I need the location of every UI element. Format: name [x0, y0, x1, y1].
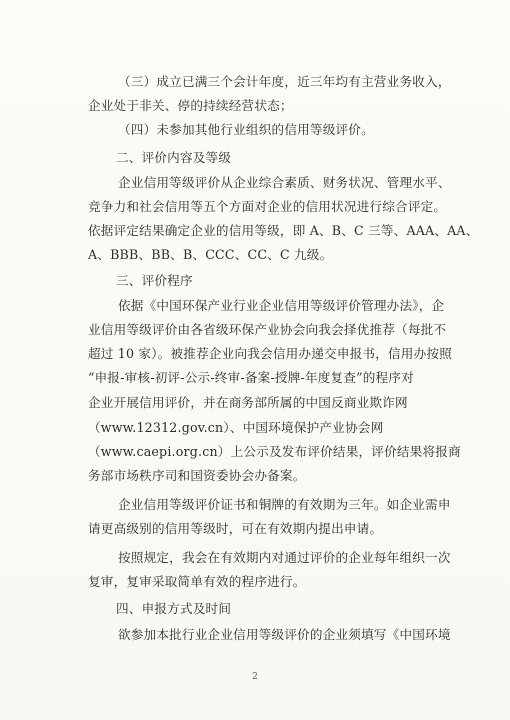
- paragraph-line: （四）未参加其他行业组织的信用等级评价。: [118, 122, 374, 137]
- paragraph-line: 业信用等级评价由各省级环保产业协会向我会择优推荐（每批不: [88, 322, 447, 337]
- paragraph-line: 复审，复审采取简单有效的程序进行。: [88, 574, 306, 589]
- paragraph-line: 企业信用等级评价证书和铜牌的有效期为三年。如企业需申: [118, 497, 451, 512]
- paragraph-line: 企业处于非关、停的持续经营状态；: [88, 98, 293, 113]
- section-heading: 三、评价程序: [116, 273, 193, 288]
- paragraph-line: 依据评定结果确定企业的信用等级，即 A、B、C 三等、AAA、AA、: [88, 223, 479, 238]
- paragraph-line: “申报-审核-初评-公示-终审-备案-授牌-年度复查”的程序对: [88, 370, 414, 385]
- paragraph-line: 欲参加本批行业企业信用等级评价的企业须填写《中国环境: [118, 627, 451, 642]
- paragraph-line: 依据《中国环保产业行业企业信用等级评价管理办法》，企: [118, 298, 445, 313]
- paragraph-line: 务部市场秩序司和国资委协会办备案。: [88, 468, 306, 483]
- paragraph-line: A、BBB、BB、B、CCC、CC、C 九级。: [88, 247, 333, 262]
- page-number: 2: [252, 672, 258, 682]
- paragraph-line: 超过 10 家）。被推荐企业向我会信用办递交申报书，信用办按照: [88, 346, 452, 361]
- paragraph-line: （www.12312.gov.cn）、中国环境保护产业协会网: [88, 420, 384, 435]
- paragraph-line: 请更高级别的信用等级时，可在有效期内提出申请。: [88, 521, 383, 536]
- paragraph-line: 竞争力和社会信用等五个方面对企业的信用状况进行综合评定。: [88, 199, 447, 214]
- paragraph-line: （三）成立已满三个会计年度，近三年均有主营业务收入，: [118, 74, 451, 89]
- paragraph-line: 按照规定，我会在有效期内对通过评价的企业每年组织一次: [118, 550, 451, 565]
- paragraph-line: 企业开展信用评价，并在商务部所属的中国反商业欺诈网: [88, 395, 408, 410]
- paragraph-line: （www.caepi.org.cn）上公示及发布评价结果，评价结果将报商: [88, 444, 461, 459]
- paragraph-line: 企业信用等级评价从企业综合素质、财务状况、管理水平、: [118, 175, 451, 190]
- section-heading: 二、评价内容及等级: [116, 150, 232, 165]
- section-heading: 四、申报方式及时间: [116, 601, 232, 616]
